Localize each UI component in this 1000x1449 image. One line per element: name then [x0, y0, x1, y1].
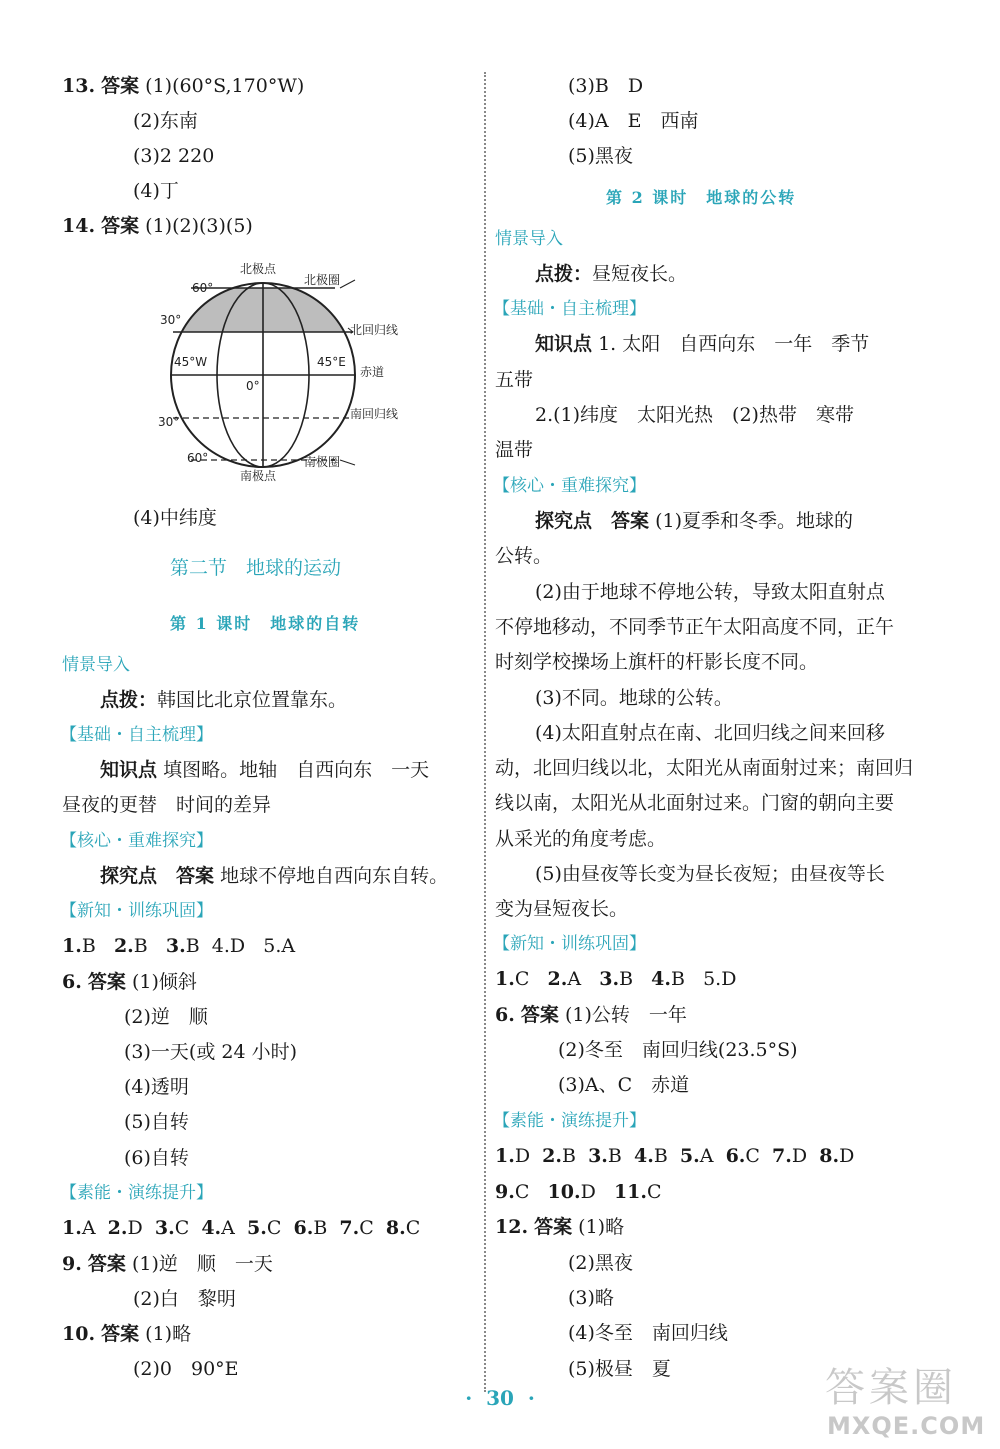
- skill-answer-value: B: [653, 1145, 668, 1167]
- q6-line-1: [495, 1003, 687, 1027]
- hint-text: 昼短夜长。: [592, 263, 688, 285]
- q9-a1: (1)逆 顺 一天: [131, 1253, 273, 1275]
- new-answer-number: 5.: [703, 968, 722, 990]
- knowledge-point-line-1: [100, 758, 429, 782]
- kp-label: 知识点: [535, 333, 593, 355]
- skill-answer-number: 4.: [633, 1145, 654, 1167]
- q13-answer-line-1: [62, 74, 304, 98]
- q12-a1: (1)略: [578, 1216, 625, 1238]
- prev-a5: (5)黑夜: [568, 145, 633, 167]
- prev-a4: (4)A E 西南: [568, 110, 699, 132]
- basic-tag: 【基础・自主梳理】: [493, 299, 646, 319]
- skill-answer-value: D: [580, 1181, 596, 1203]
- q9-number: 9.: [62, 1253, 82, 1275]
- kp2-line-2: 温带: [495, 439, 534, 461]
- new-answers: [62, 934, 295, 958]
- core-tag: 【核心・重难探究】: [493, 476, 646, 496]
- q9-line-1: [62, 1252, 273, 1276]
- new-answer-value: A: [567, 968, 582, 990]
- kp-text-1: 填图略。地轴 自西向东 一天: [163, 759, 430, 781]
- new-answers: [495, 967, 736, 991]
- skill-answer-value: B: [562, 1145, 576, 1167]
- skill-answers: [62, 1216, 420, 1240]
- q6-a3: (3)A、C 赤道: [558, 1074, 690, 1096]
- skill-answer-value: D: [514, 1145, 531, 1167]
- q10-label: 答案: [101, 1323, 140, 1345]
- label-south-pole: 南极点: [240, 469, 277, 483]
- hint-line: [100, 688, 347, 712]
- skill-answer-number: 4.: [201, 1217, 222, 1239]
- label-lat-30n: 30°: [160, 313, 182, 327]
- skill-answer-number: 6.: [725, 1145, 746, 1167]
- skill-answers-row-1: [495, 1144, 854, 1168]
- skill-answer-value: C: [174, 1217, 190, 1239]
- q6-label: 答案: [87, 971, 126, 993]
- globe-latitude-figure: [60, 258, 440, 488]
- skill-answer-number: 5.: [247, 1217, 267, 1239]
- leader-antarctic: [340, 460, 355, 465]
- p2-line-3: 时刻学校操场上旗杆的杆影长度不同。: [495, 651, 819, 673]
- lesson1-title: 第 1 课时 地球的自转: [170, 614, 361, 633]
- core-tag: 【核心・重难探究】: [60, 831, 213, 851]
- intro-tag: 情景导入: [62, 655, 130, 675]
- skill-answer-number: 2.: [107, 1217, 128, 1239]
- explore-line: [100, 864, 448, 888]
- skill-answer-value: B: [607, 1145, 622, 1167]
- new-answer-number: 5.: [263, 935, 282, 957]
- q10-a1: (1)略: [145, 1323, 192, 1345]
- watermark-logo: [815, 1356, 995, 1446]
- new-answer-value: A: [281, 935, 296, 957]
- skill-answer-number: 2.: [542, 1145, 563, 1167]
- q6-a2: (2)冬至 南回归线(23.5°S): [558, 1039, 798, 1061]
- p4-line-3: 线以南，太阳光从北面射过来。门窗的朝向主要: [495, 792, 895, 814]
- skill-answer-number: 10.: [547, 1181, 581, 1203]
- q12-label: 答案: [534, 1216, 573, 1238]
- skill-answer-value: D: [127, 1217, 143, 1239]
- skill-answer-value: D: [791, 1145, 808, 1167]
- new-answer-number: 3.: [599, 968, 620, 990]
- q14-number: 14.: [62, 215, 96, 237]
- skill-answers-row-2: [495, 1180, 662, 1204]
- new-answer-number: 4.: [211, 935, 230, 957]
- skill-answer-value: D: [839, 1145, 855, 1167]
- q12-a2: (2)黑夜: [568, 1252, 633, 1274]
- skill-answer-number: 6.: [293, 1217, 314, 1239]
- label-lat-30s: 30°: [158, 415, 180, 429]
- q9-a2: (2)白 黎明: [133, 1288, 236, 1310]
- skill-answer-value: C: [514, 1181, 530, 1203]
- q13-number: 13.: [62, 75, 96, 97]
- p5-line-2: 变为昼短夜长。: [495, 898, 629, 920]
- new-answer-value: B: [671, 968, 685, 990]
- q13-a3: (3)2 220: [133, 145, 215, 167]
- new-answer-number: 1.: [495, 968, 515, 990]
- skill-answer-number: 1.: [495, 1145, 515, 1167]
- skill-answer-value: C: [266, 1217, 282, 1239]
- explore-text: (1)夏季和冬季。地球的: [655, 510, 853, 532]
- q12-a5: (5)极昼 夏: [568, 1358, 671, 1380]
- q6-label: 答案: [520, 1004, 559, 1026]
- label-tropic-cancer: 北回归线: [350, 323, 399, 337]
- skill-answer-number: 9.: [495, 1181, 515, 1203]
- new-answer-value: C: [514, 968, 530, 990]
- label-equator: 赤道: [360, 365, 385, 379]
- skill-answer-number: 3.: [154, 1217, 175, 1239]
- skill-answer-value: C: [405, 1217, 421, 1239]
- skill-tag: 【素能・演练提升】: [493, 1111, 646, 1131]
- kp1-text: 1. 太阳 自西向东 一年 季节: [598, 333, 870, 355]
- skill-answer-value: C: [745, 1145, 760, 1167]
- label-arctic-circle: 北极圈: [304, 273, 341, 287]
- intro-tag: 情景导入: [495, 229, 563, 249]
- q14-answer-line-1: [62, 214, 253, 238]
- q6-number: 6.: [495, 1004, 515, 1026]
- section-title: 第二节 地球的运动: [170, 557, 342, 579]
- page-number: · 30 ·: [465, 1386, 535, 1410]
- skill-answer-number: 5.: [679, 1145, 700, 1167]
- q6-line-1: [62, 970, 197, 994]
- new-answer-value: D: [721, 968, 737, 990]
- skill-answer-value: A: [221, 1217, 235, 1239]
- skill-answer-number: 3.: [588, 1145, 608, 1167]
- label-lon-45e: 45°E: [317, 355, 346, 369]
- q6-number: 6.: [62, 971, 82, 993]
- skill-answer-number: 1.: [62, 1217, 82, 1239]
- prev-a3: (3)B D: [568, 75, 644, 97]
- explore-line-1: [535, 509, 853, 533]
- new-answer-value: B: [81, 935, 96, 957]
- skill-answer-number: 7.: [772, 1145, 792, 1167]
- q10-a2: (2)0 90°E: [133, 1358, 239, 1380]
- q6-a4: (4)透明: [124, 1076, 189, 1098]
- column-divider: [484, 72, 486, 1392]
- new-answer-value: B: [133, 935, 148, 957]
- lesson2-title: 第 2 课时 地球的公转: [606, 188, 797, 207]
- p3-line: (3)不同。地球的公转。: [535, 687, 733, 709]
- new-tag: 【新知・训练巩固】: [60, 901, 213, 921]
- q13-label: 答案: [101, 75, 140, 97]
- new-answer-number: 1.: [62, 935, 82, 957]
- p2-line-2: 不停地移动，不同季节正午太阳高度不同，正午: [495, 616, 895, 638]
- q10-number: 10.: [62, 1323, 96, 1345]
- label-lat-60s: 60°: [187, 451, 209, 465]
- label-lon-0: 0°: [246, 379, 260, 393]
- label-lon-45w: 45°W: [174, 355, 208, 369]
- watermark-line-2: MXQE.COM: [827, 1412, 986, 1440]
- q12-a4: (4)冬至 南回归线: [568, 1322, 728, 1344]
- q6-a3: (3)一天(或 24 小时): [124, 1041, 297, 1063]
- new-answer-number: 2.: [547, 968, 568, 990]
- skill-answer-number: 8.: [385, 1217, 406, 1239]
- q6-a5: (5)自转: [124, 1111, 189, 1133]
- kp1-line-1: [535, 332, 869, 356]
- q12-number: 12.: [495, 1216, 529, 1238]
- explore-text: 地球不停地自西向东自转。: [220, 865, 449, 887]
- q6-a1: (1)倾斜: [131, 971, 197, 993]
- q12-a3: (3)略: [568, 1287, 614, 1309]
- q14-a1: (1)(2)(3)(5): [145, 215, 253, 237]
- skill-answer-number: 7.: [339, 1217, 360, 1239]
- q13-a4: (4)丁: [133, 180, 179, 202]
- label-tropic-capricorn: 南回归线: [350, 407, 399, 421]
- p4-line-4: 从采光的角度考虑。: [495, 828, 667, 850]
- label-antarctic-circle: 南极圈: [304, 455, 341, 469]
- q6-a6: (6)自转: [124, 1147, 189, 1169]
- new-answer-value: B: [185, 935, 200, 957]
- new-answer-value: B: [619, 968, 634, 990]
- p4-line-1: (4)太阳直射点在南、北回归线之间来回移: [535, 722, 885, 744]
- q13-a2: (2)东南: [133, 110, 198, 132]
- explore-label: 探究点 答案: [100, 865, 215, 887]
- skill-answer-value: C: [359, 1217, 374, 1239]
- kp-label: 知识点: [100, 759, 158, 781]
- q9-label: 答案: [87, 1253, 126, 1275]
- leader-arctic: [340, 280, 355, 288]
- new-tag: 【新知・训练巩固】: [493, 934, 646, 954]
- q6-a1: (1)公转 一年: [564, 1004, 687, 1026]
- label-north-pole: 北极点: [240, 262, 277, 276]
- q10-line-1: [62, 1322, 191, 1346]
- skill-tag: 【素能・演练提升】: [60, 1183, 213, 1203]
- p4-line-2: 动，北回归线以北，太阳光从南面射过来；南回归: [495, 757, 914, 779]
- new-answer-number: 3.: [165, 935, 186, 957]
- watermark-line-1: 答案圈: [825, 1365, 957, 1411]
- skill-answer-value: B: [313, 1217, 328, 1239]
- new-answer-number: 4.: [651, 968, 671, 990]
- new-answer-number: 2.: [113, 935, 134, 957]
- hint-label: 点拨：: [535, 263, 593, 285]
- skill-answer-value: A: [699, 1145, 714, 1167]
- page-number-value: 30: [486, 1386, 514, 1410]
- hint-line: [535, 262, 687, 286]
- explore-label: 探究点 答案: [535, 510, 650, 532]
- q14-a4: (4)中纬度: [133, 507, 217, 529]
- q13-a1: (1)(60°S,170°W): [145, 75, 305, 97]
- knowledge-point-line-2: 昼夜的更替 时间的差异: [62, 794, 272, 816]
- p2-line-1: (2)由于地球不停地公转，导致太阳直射点: [535, 581, 885, 603]
- skill-answer-value: A: [81, 1217, 96, 1239]
- kp1-line-2: 五带: [495, 369, 534, 391]
- new-answer-value: D: [229, 935, 246, 957]
- q12-line-1: [495, 1215, 624, 1239]
- q6-a2: (2)逆 顺: [124, 1006, 208, 1028]
- q14-label: 答案: [101, 215, 140, 237]
- hint-text: 韩国比北京位置靠东。: [157, 689, 348, 711]
- basic-tag: 【基础・自主梳理】: [60, 725, 213, 745]
- skill-answer-number: 11.: [613, 1181, 647, 1203]
- explore-line-2: 公转。: [495, 545, 553, 567]
- p5-line-1: (5)由昼夜等长变为昼长夜短；由昼夜等长: [535, 863, 885, 885]
- skill-answer-number: 8.: [819, 1145, 840, 1167]
- kp2-line-1: 2.(1)纬度 太阳光热 (2)热带 寒带: [535, 404, 854, 426]
- hint-label: 点拨：: [100, 689, 158, 711]
- skill-answer-value: C: [647, 1181, 662, 1203]
- label-lat-60n: 60°: [192, 281, 214, 295]
